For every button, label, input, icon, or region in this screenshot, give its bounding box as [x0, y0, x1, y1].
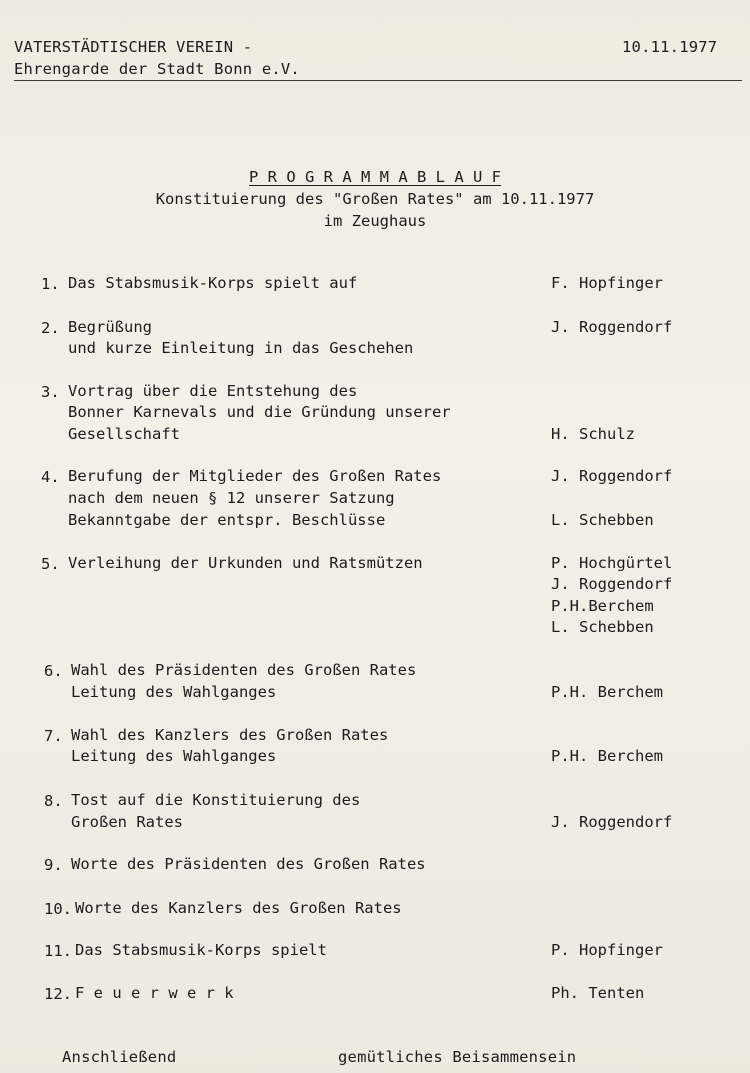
- item-number: 10.: [44, 900, 72, 918]
- item-text: Bonner Karnevals und die Gründung unserer: [68, 403, 451, 421]
- item-text: Begrüßung: [68, 318, 152, 336]
- item-text: Worte des Kanzlers des Großen Rates: [75, 899, 402, 917]
- item-text: Das Stabsmusik-Korps spielt auf: [68, 274, 358, 292]
- item-text: Tost auf die Konstituierung des: [71, 791, 361, 809]
- item-number: 7.: [44, 727, 63, 745]
- item-person: P. Hopfinger: [551, 941, 663, 959]
- org-name: VATERSTÄDTISCHER VEREIN -: [14, 38, 253, 56]
- item-person: J. Roggendorf: [551, 813, 673, 831]
- item-text: nach dem neuen § 12 unserer Satzung: [68, 489, 395, 507]
- item-number: 8.: [44, 792, 63, 810]
- program-heading: P R O G R A M M A B L A U F: [249, 168, 501, 186]
- item-text: Bekanntgabe der entspr. Beschlüsse: [68, 511, 386, 529]
- item-number: 11.: [44, 942, 72, 960]
- item-text: und kurze Einleitung in das Geschehen: [68, 339, 414, 357]
- item-person: P. Hochgürtel: [551, 554, 673, 572]
- item-text: Großen Rates: [71, 813, 183, 831]
- org-subtitle: Ehrengarde der Stadt Bonn e.V.: [14, 60, 300, 78]
- item-person: F. Hopfinger: [551, 274, 663, 292]
- item-text: Wahl des Präsidenten des Großen Rates: [71, 661, 417, 679]
- item-person: J. Roggendorf: [551, 467, 673, 485]
- item-person: L. Schebben: [551, 618, 654, 636]
- item-person: J. Roggendorf: [551, 318, 673, 336]
- item-text: Verleihung der Urkunden und Ratsmützen: [68, 554, 423, 572]
- item-person: Ph. Tenten: [551, 984, 645, 1002]
- item-number: 4.: [41, 468, 60, 486]
- item-text: Wahl des Kanzlers des Großen Rates: [71, 726, 389, 744]
- item-text: Das Stabsmusik-Korps spielt: [75, 941, 327, 959]
- item-number: 3.: [41, 383, 60, 401]
- item-text: F e u e r w e r k: [75, 984, 234, 1002]
- program-location: im Zeughaus: [323, 212, 427, 230]
- item-number: 6.: [44, 662, 63, 680]
- item-number: 5.: [41, 555, 60, 573]
- item-number: 12.: [44, 985, 72, 1003]
- item-text: Leitung des Wahlganges: [71, 747, 277, 765]
- item-person: P.H.Berchem: [551, 597, 654, 615]
- item-number: 2.: [41, 319, 60, 337]
- header-divider: [14, 80, 742, 81]
- item-text: Vortrag über die Entstehung des: [68, 382, 358, 400]
- program-subtitle: Konstituierung des "Großen Rates" am 10.11.1977: [155, 190, 595, 208]
- header-date: 10.11.1977: [622, 38, 718, 56]
- item-person: P.H. Berchem: [551, 683, 663, 701]
- item-person: H. Schulz: [551, 425, 635, 443]
- footer-left: Anschließend: [62, 1048, 177, 1066]
- item-person: P.H. Berchem: [551, 747, 663, 765]
- item-text: Worte des Präsidenten des Großen Rates: [71, 855, 426, 873]
- item-text: Berufung der Mitglieder des Großen Rates: [68, 467, 442, 485]
- item-number: 9.: [44, 856, 63, 874]
- item-person: J. Roggendorf: [551, 575, 673, 593]
- item-text: Gesellschaft: [68, 425, 180, 443]
- item-person: L. Schebben: [551, 511, 654, 529]
- item-text: Leitung des Wahlganges: [71, 683, 277, 701]
- item-number: 1.: [41, 275, 60, 293]
- footer-right: gemütliches Beisammensein: [338, 1048, 577, 1066]
